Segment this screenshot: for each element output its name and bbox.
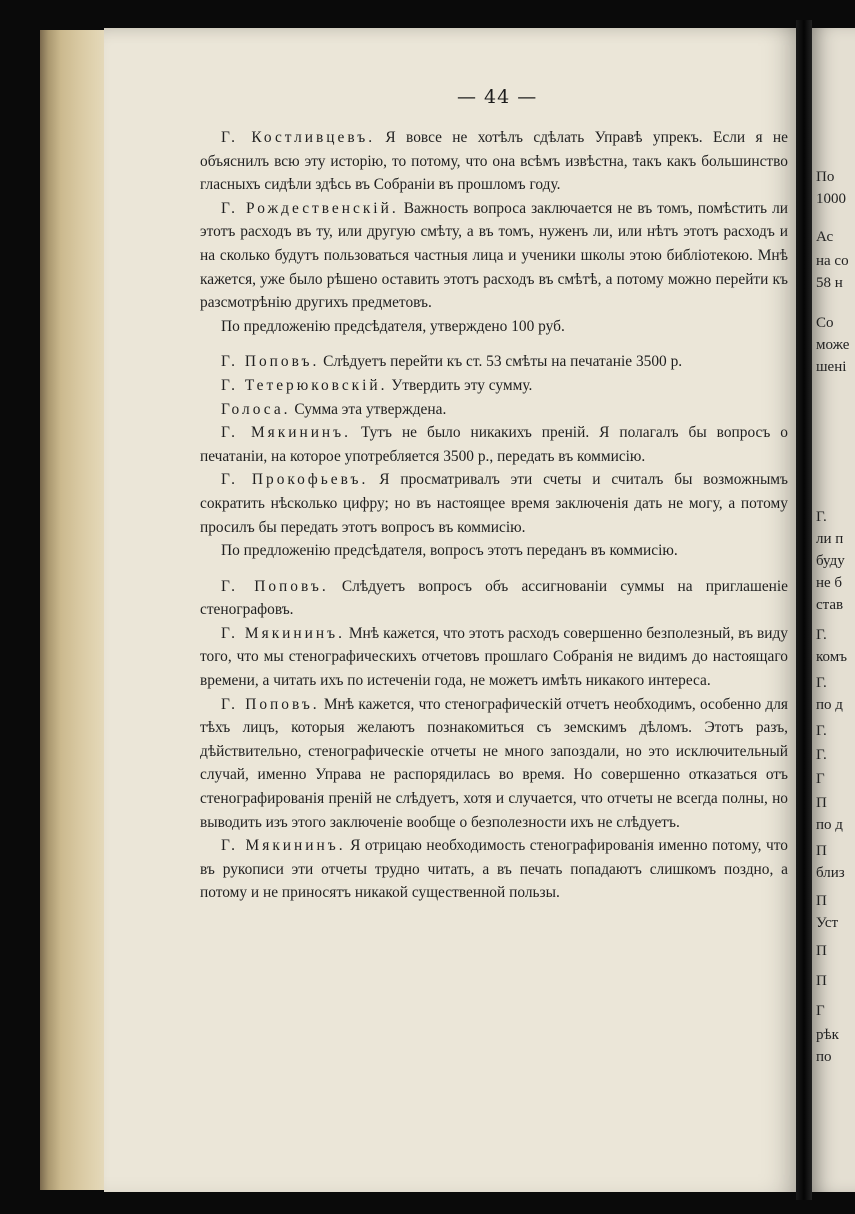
paragraph-text: Мнѣ кажется, что стенографическій отчетъ необходимъ, особенно для тѣхъ лицъ, которыя желаютъ познакомиться съ земскимъ дѣломъ. Этотъ разъ, дѣйствительно, стенографическіе отчеты не много запоздали, но это исключительный случай, именно Управа не распорядилась во время. Но совершенно отказаться отъ стенографированія преній не слѣдуетъ, хотя и случается, что отчеты не всегда полны, но выводить изъ этого заключеніе вообще о безполезности ихъ не слѣдуетъ. bbox=[200, 695, 788, 831]
right-page-line: Ас bbox=[816, 229, 834, 245]
speaker-name: Г. Рождественскій. bbox=[221, 199, 399, 217]
speaker-name: Г. Тетерюковскій. bbox=[221, 376, 388, 394]
paragraph bbox=[200, 350, 788, 374]
speaker-name: Голоса. bbox=[221, 400, 291, 418]
paragraph bbox=[200, 622, 788, 693]
paragraph-text: Слѣдуетъ перейти къ ст. 53 смѣты на печатаніе 3500 р. bbox=[319, 353, 683, 371]
right-page-line: Г. bbox=[816, 723, 827, 739]
right-page-line: близ bbox=[816, 865, 845, 881]
paragraph-text: Я просматривалъ эти счеты и считалъ бы возможнымъ сократить нѣсколько цифру; но въ настоящее время заключенія дать не могу, а потому просилъ бы передать этотъ вопросъ въ коммисію. bbox=[200, 471, 788, 536]
right-page-line: став bbox=[816, 597, 844, 613]
paragraph bbox=[200, 126, 788, 197]
paragraph bbox=[200, 398, 788, 422]
book-page-edges bbox=[40, 30, 110, 1190]
right-page-line: буду bbox=[816, 553, 845, 569]
paragraph-text: Тутъ не было никакихъ преній. Я полагалъ бы вопросъ о печатаніи, на которое употребляется 3500 р., передать въ коммисію. bbox=[200, 424, 788, 465]
paragraph-text: Я отрицаю необходимость стенографированія именно потому, что въ рукописи эти отчеты трудно читать, а въ печать попадаютъ слишкомъ поздно, а потому и не приносятъ никакой существенной пользы. bbox=[200, 837, 788, 902]
page-text-body bbox=[200, 126, 788, 905]
paragraph-text: По предложенію предсѣдателя, утверждено 100 руб. bbox=[221, 317, 565, 335]
paragraph-text: Сумма эта утверждена. bbox=[290, 400, 447, 418]
right-page-line: Г. bbox=[816, 675, 827, 691]
page-number: — 44 — bbox=[457, 86, 538, 108]
right-page-line: Г bbox=[816, 771, 825, 787]
right-page-line: Г. bbox=[816, 747, 827, 763]
right-page-line: по bbox=[816, 1049, 832, 1065]
paragraph bbox=[200, 468, 788, 539]
right-page-line: комъ bbox=[816, 649, 847, 665]
right-page-line: на со bbox=[816, 253, 849, 269]
right-page-line: по д bbox=[816, 817, 843, 833]
speaker-name: Г. Прокофьевъ. bbox=[221, 471, 369, 489]
paragraph-text: Я вовсе не хотѣлъ сдѣлать Управѣ упрекъ. Если я не объяснилъ всю эту исторію, то потому, что она всѣмъ извѣстна, такъ какъ большинство гласныхъ сидѣли здѣсь въ Собраніи въ прошломъ году. bbox=[200, 129, 788, 194]
paragraph-text: Утвердить эту сумму. bbox=[387, 376, 533, 394]
right-page-line: може bbox=[816, 337, 850, 353]
right-page-line: Г. bbox=[816, 627, 827, 643]
speaker-name: Г. Поповъ. bbox=[221, 577, 329, 595]
paragraph bbox=[200, 374, 788, 398]
speaker-name: Г. Мякининъ. bbox=[221, 837, 346, 855]
speaker-name: Г. Мякининъ. bbox=[221, 624, 345, 642]
right-page-line: ли п bbox=[816, 531, 844, 547]
paragraph-text: Важность вопроса заключается не въ томъ, помѣстить ли этотъ расходъ въ ту, или другую смѣту, а въ томъ, нуженъ ли, или нѣтъ этотъ расходъ и на сколько будутъ пользоваться частныя лица и ученики школы этою библіотекою. Мнѣ кажется, уже было рѣшено оставить этотъ расходъ въ смѣтѣ, а потому можно перейти къ разсмотрѣнію другихъ предметовъ. bbox=[200, 199, 788, 312]
right-page-line: П bbox=[816, 893, 827, 909]
paragraph bbox=[200, 834, 788, 905]
paragraph bbox=[200, 693, 788, 835]
right-page-line: П bbox=[816, 943, 827, 959]
paragraph bbox=[200, 315, 788, 339]
paragraph-text: Слѣдуетъ вопросъ объ ассигнованіи суммы на приглашеніе стенографовъ. bbox=[200, 577, 788, 619]
right-page-line: по д bbox=[816, 697, 843, 713]
paragraph bbox=[200, 421, 788, 468]
paragraph-text: Мнѣ кажется, что этотъ расходъ совершенно безполезный, въ виду того, что мы стенографическихъ отчетовъ прошлаго Собранія не видимъ до настоящаго времени, а читать ихъ по истеченіи года, не можетъ имѣть никакого интереса. bbox=[200, 624, 788, 690]
speaker-name: Г. Мякининъ. bbox=[221, 424, 351, 442]
right-page-line: Уст bbox=[816, 915, 839, 931]
right-page-line: П bbox=[816, 973, 827, 989]
right-page-line: не б bbox=[816, 575, 843, 591]
right-page-line: шені bbox=[816, 359, 847, 375]
right-page-line: Со bbox=[816, 315, 834, 331]
paragraph bbox=[200, 197, 788, 315]
right-page-line: Г. bbox=[816, 509, 827, 525]
right-page-line: 58 н bbox=[816, 275, 843, 291]
right-page-line: П bbox=[816, 795, 827, 811]
speaker-name: Г. Костливцевъ. bbox=[221, 129, 376, 146]
paragraph-text: По предложенію предсѣдателя, вопросъ этотъ переданъ въ коммисію. bbox=[221, 542, 678, 560]
speaker-name: Г. Поповъ. bbox=[221, 353, 320, 371]
right-page-line: По bbox=[816, 169, 835, 185]
right-page-line: 1000 bbox=[816, 191, 846, 207]
paragraph bbox=[200, 539, 788, 563]
paragraph bbox=[200, 575, 788, 622]
right-page-fragment bbox=[812, 28, 855, 1192]
right-page-line: рѣк bbox=[816, 1027, 839, 1043]
right-page-line: П bbox=[816, 843, 827, 859]
speaker-name: Г. Поповъ. bbox=[221, 695, 320, 713]
right-page-line: Г bbox=[816, 1003, 825, 1019]
book-gutter bbox=[796, 20, 812, 1200]
